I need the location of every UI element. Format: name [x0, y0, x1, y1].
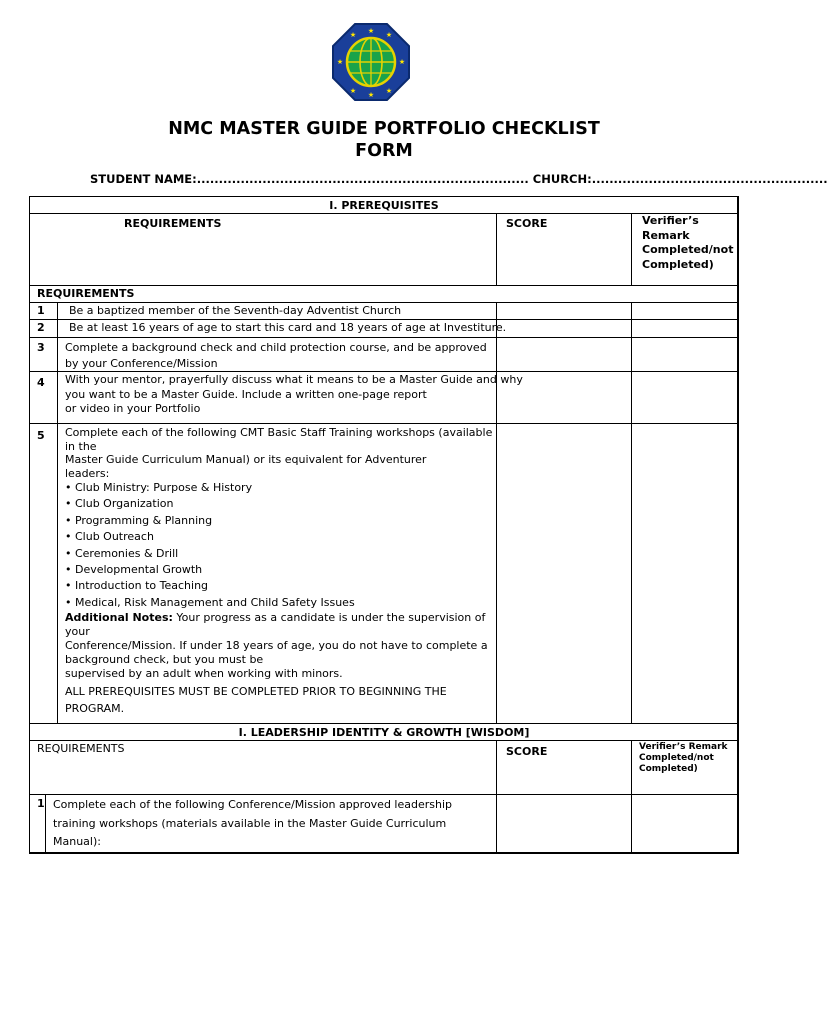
row-number: 2 [37, 321, 45, 334]
row-number: 4 [37, 376, 45, 389]
verifier-column-header: Verifier’s Remark Completed/not Completed) [639, 742, 728, 774]
form-title-line2: FORM [355, 141, 413, 161]
requirement-text: Complete each of the following Conference/Mission approved leadership training workshops (materials available in the Master Guide Curriculum Manual): [53, 798, 453, 848]
score-column-header: SCORE [506, 217, 548, 230]
verifier-column-header: Verifier’s Remark Completed/not Completed) [642, 214, 734, 271]
requirements-column-header: REQUIREMENTS [124, 217, 222, 230]
section-prerequisites-title: I. PREREQUISITES [329, 199, 439, 212]
svg-text:★: ★ [367, 27, 375, 35]
list-item: • Programming & Planning [65, 513, 213, 527]
workshop-list [65, 480, 493, 611]
requirement-text: Be a baptized member of the Seventh-day Adventist Church [69, 304, 402, 317]
requirements-column-header: REQUIREMENTS [37, 742, 125, 755]
row-number: 3 [37, 341, 45, 354]
list-item: • Medical, Risk Management and Child Safety Issues [65, 595, 355, 609]
svg-text:★: ★ [349, 31, 357, 39]
row-number: 1 [37, 304, 45, 317]
list-item: • Introduction to Teaching [65, 579, 209, 593]
requirement-text: Complete each of the following CMT Basic Staff Training workshops (available in the Master Guide Curriculum Manual) or its equivalent for Adventurer leaders: • Club Ministry: Purpose & History • Club Organization • Programming & Planning • Club Outreach • Ceremonies & Drill • Developmental Growth • Introduction to Teaching • Medical, Risk Management and Child Safety Issues Additional Notes: Your progress as a candidate is under the supervision of your Conference/Mission. If under 18 years of age, you do not have to complete a background check, but you must be supervised by an adult when working with minors. ALL PREREQUISITES MUST BE COMPLETED PRIOR TO BEGINNING THE PROGRAM. [65, 426, 493, 716]
list-item: • Club Ministry: Purpose & History [65, 481, 253, 494]
svg-text:★: ★ [349, 87, 357, 95]
list-item: • Club Outreach [65, 530, 154, 544]
list-item: • Developmental Growth [65, 563, 203, 577]
row-number: 5 [37, 429, 45, 442]
svg-text:★: ★ [398, 58, 406, 66]
student-church-line [90, 172, 828, 186]
student-name-field[interactable]: STUDENT NAME:............................................................................ [90, 172, 529, 186]
svg-text:★: ★ [385, 87, 393, 95]
additional-notes: Additional Notes: Your progress as a candidate is under the supervision of your Conference/Mission. If under 18 years of age, you do not have to complete a background check, but you must be supervised by an adult when working with minors. [65, 611, 488, 681]
requirement-text: With your mentor, prayerfully discuss what it means to be a Master Guide and why you want to be a Master Guide. Include a written one-page report or video in your Portfolio [65, 373, 523, 415]
requirements-subheading: REQUIREMENTS [37, 287, 135, 300]
svg-text:★: ★ [336, 58, 344, 66]
svg-text:★: ★ [367, 91, 375, 99]
list-item: • Club Organization [65, 497, 174, 511]
score-column-header: SCORE [506, 745, 548, 758]
row-number: 1 [37, 797, 45, 810]
requirement-text: Complete a background check and child protection course, and be approved by your Conference/Mission [65, 341, 487, 370]
requirement-text: Be at least 16 years of age to start this card and 18 years of age at Investiture. [69, 321, 507, 334]
list-item: • Ceremonies & Drill [65, 546, 179, 560]
church-field[interactable]: CHURCH:...................................................... [532, 172, 828, 186]
globe-emblem-logo [331, 22, 411, 102]
section-leadership-title: I. LEADERSHIP IDENTITY & GROWTH [WISDOM] [238, 726, 530, 739]
prerequisites-footer-note: ALL PREREQUISITES MUST BE COMPLETED PRIOR TO BEGINNING THE PROGRAM. [65, 685, 447, 716]
form-title-line1: NMC MASTER GUIDE PORTFOLIO CHECKLIST [168, 119, 600, 139]
svg-text:★: ★ [385, 31, 393, 39]
